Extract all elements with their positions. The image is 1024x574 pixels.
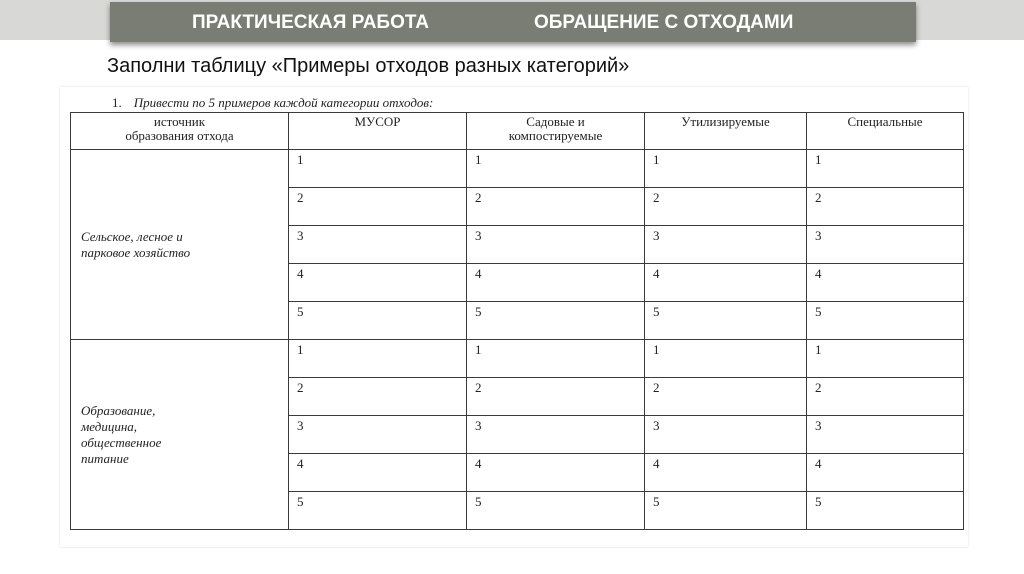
answer-cell[interactable]: 4: [807, 264, 964, 302]
answer-cell[interactable]: 4: [467, 454, 645, 492]
header-musor: МУСОР: [289, 113, 467, 150]
answer-cell[interactable]: 4: [807, 454, 964, 492]
source-cell-agriculture: [71, 150, 289, 340]
answer-cell[interactable]: 3: [807, 226, 964, 264]
answer-cell[interactable]: 3: [645, 416, 807, 454]
slide-subtitle: Заполни таблицу «Примеры отходов разных категорий»: [107, 55, 630, 77]
answer-cell[interactable]: 2: [289, 378, 467, 416]
header-title-left: ПРАКТИЧЕСКАЯ РАБОТА: [192, 12, 429, 33]
header-garden: [467, 113, 645, 150]
table-row: [71, 150, 964, 188]
header-garden-line1: Садовые и: [526, 114, 585, 129]
instruction-number: 1.: [112, 95, 122, 110]
header-source: [71, 113, 289, 150]
answer-cell[interactable]: 3: [467, 226, 645, 264]
answer-cell[interactable]: 3: [645, 226, 807, 264]
answer-cell[interactable]: 5: [467, 302, 645, 340]
header-utilized: Утилизируемые: [645, 113, 807, 150]
source-line: питание: [81, 450, 129, 466]
header-source-line2: образования отхода: [125, 128, 234, 143]
answer-cell[interactable]: 4: [289, 264, 467, 302]
answer-cell[interactable]: 3: [289, 416, 467, 454]
answer-cell[interactable]: 4: [645, 454, 807, 492]
source-line: Образование,: [81, 402, 156, 418]
answer-cell[interactable]: 2: [807, 188, 964, 226]
answer-cell[interactable]: 1: [645, 150, 807, 188]
source-line: парковое хозяйство: [81, 244, 191, 260]
header-special: Специальные: [807, 113, 964, 150]
answer-cell[interactable]: 1: [467, 340, 645, 378]
source-cell-education: [71, 340, 289, 530]
answer-cell[interactable]: 1: [645, 340, 807, 378]
source-line: медицина,: [81, 418, 138, 434]
answer-cell[interactable]: 1: [289, 340, 467, 378]
answer-cell[interactable]: 2: [467, 378, 645, 416]
instruction: [112, 95, 433, 111]
waste-table: [70, 112, 964, 530]
answer-cell[interactable]: 5: [645, 302, 807, 340]
source-line: общественное: [81, 434, 162, 450]
answer-cell[interactable]: 1: [289, 150, 467, 188]
answer-cell[interactable]: 4: [467, 264, 645, 302]
answer-cell[interactable]: 1: [807, 340, 964, 378]
worksheet-scan: [60, 87, 968, 547]
answer-cell[interactable]: 5: [467, 492, 645, 530]
answer-cell[interactable]: 2: [467, 188, 645, 226]
answer-cell[interactable]: 2: [645, 188, 807, 226]
answer-cell[interactable]: 1: [467, 150, 645, 188]
table-header-row: [71, 113, 964, 150]
header-source-line1: источник: [153, 114, 206, 129]
answer-cell[interactable]: 5: [807, 302, 964, 340]
answer-cell[interactable]: 5: [289, 492, 467, 530]
answer-cell[interactable]: 2: [289, 188, 467, 226]
header-bar: [110, 2, 916, 42]
answer-cell[interactable]: 1: [807, 150, 964, 188]
instruction-text: Привести по 5 примеров каждой категории отходов:: [133, 95, 434, 110]
source-line: Сельское, лесное и: [81, 228, 183, 244]
answer-cell[interactable]: 5: [289, 302, 467, 340]
answer-cell[interactable]: 3: [289, 226, 467, 264]
answer-cell[interactable]: 4: [645, 264, 807, 302]
answer-cell[interactable]: 2: [645, 378, 807, 416]
answer-cell[interactable]: 2: [807, 378, 964, 416]
answer-cell[interactable]: 5: [645, 492, 807, 530]
header-garden-line2: компостируемые: [508, 128, 603, 143]
header-title-right: ОБРАЩЕНИЕ С ОТХОДАМИ: [534, 12, 794, 33]
table-row: [71, 340, 964, 378]
answer-cell[interactable]: 5: [807, 492, 964, 530]
answer-cell[interactable]: 3: [807, 416, 964, 454]
answer-cell[interactable]: 3: [467, 416, 645, 454]
answer-cell[interactable]: 4: [289, 454, 467, 492]
